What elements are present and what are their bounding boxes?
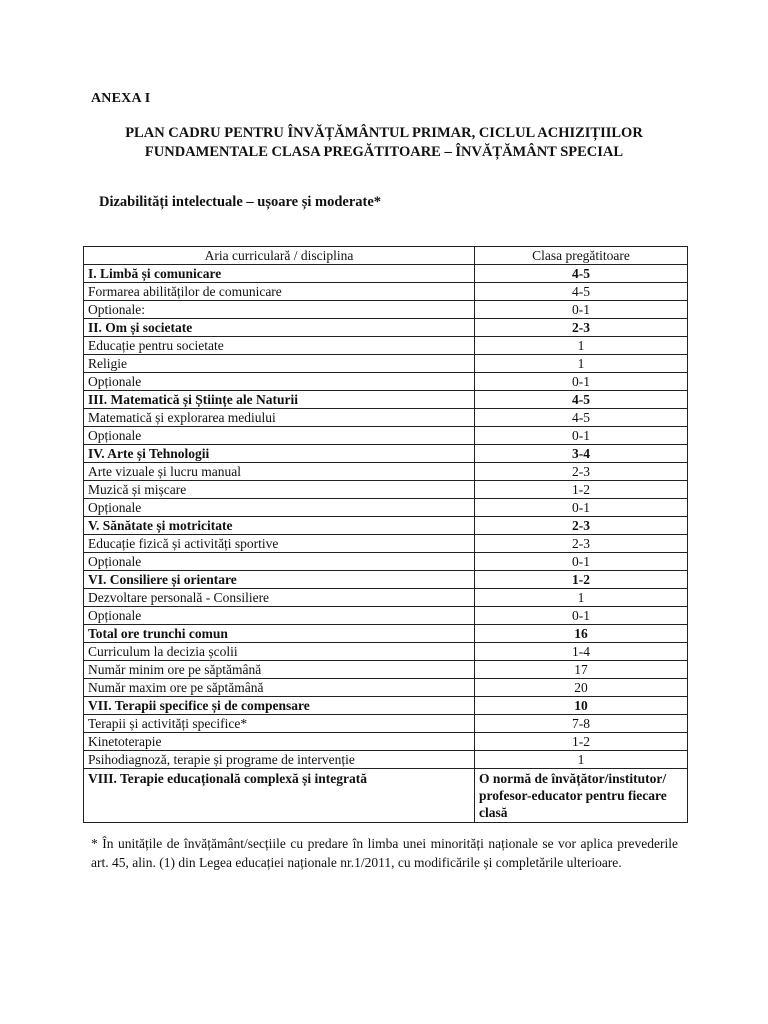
row-value: 10 [475, 697, 688, 715]
row-label: IV. Arte și Tehnologii [84, 445, 475, 463]
row-label: Terapii și activități specifice* [84, 715, 475, 733]
row-label: III. Matematică și Științe ale Naturii [84, 391, 475, 409]
row-value: 0-1 [475, 427, 688, 445]
table-row-area [84, 445, 688, 463]
row-label: Dezvoltare personală - Consiliere [84, 589, 475, 607]
row-label: VI. Consiliere și orientare [84, 571, 475, 589]
table-header-row [84, 247, 688, 265]
table-row-total [84, 625, 688, 643]
table-row [84, 409, 688, 427]
table-row-area [84, 391, 688, 409]
table-row-area [84, 769, 688, 823]
table-row [84, 733, 688, 751]
row-value: 16 [475, 625, 688, 643]
table-row [84, 751, 688, 769]
row-value: 3-4 [475, 445, 688, 463]
table-row [84, 679, 688, 697]
row-value: 0-1 [475, 373, 688, 391]
row-label: Matematică și explorarea mediului [84, 409, 475, 427]
header-discipline: Aria curriculară / disciplina [84, 247, 475, 265]
row-value: 1-4 [475, 643, 688, 661]
row-label: Număr minim ore pe săptămână [84, 661, 475, 679]
row-value: 0-1 [475, 499, 688, 517]
row-label: Opționale [84, 427, 475, 445]
row-value: 0-1 [475, 553, 688, 571]
row-value: 4-5 [475, 265, 688, 283]
row-value: 1 [475, 589, 688, 607]
table-row [84, 283, 688, 301]
table-row-area [84, 697, 688, 715]
row-value: 2-3 [475, 517, 688, 535]
row-label: V. Sănătate și motricitate [84, 517, 475, 535]
row-label: Opționale [84, 553, 475, 571]
row-label: Kinetoterapie [84, 733, 475, 751]
table-row-area [84, 265, 688, 283]
row-label: Opționale [84, 607, 475, 625]
row-value: 0-1 [475, 301, 688, 319]
row-label: Număr maxim ore pe săptămână [84, 679, 475, 697]
page-title [84, 124, 684, 162]
table-row [84, 301, 688, 319]
row-value: 17 [475, 661, 688, 679]
row-value: 2-3 [475, 463, 688, 481]
row-value: 20 [475, 679, 688, 697]
section-subtitle: Dizabilități intelectuale – ușoare și moderate* [99, 194, 382, 210]
row-value: 2-3 [475, 535, 688, 553]
table-row-area [84, 571, 688, 589]
row-label: Optionale: [84, 301, 475, 319]
row-value: 1 [475, 355, 688, 373]
title-line-2: FUNDAMENTALE CLASA PREGĂTITOARE – ÎNVĂȚĂMÂNT SPECIAL [144, 144, 624, 160]
table-row [84, 355, 688, 373]
footnote: * În unitățile de învățământ/secțiile cu predare în limba unei minorități naționale se vor aplica prevederile art. 45, alin. (1) din Legea educației naționale nr.1/2011, cu modificările și completările ulterioare. [91, 836, 678, 870]
row-value: 1-2 [475, 733, 688, 751]
row-label: Arte vizuale și lucru manual [84, 463, 475, 481]
row-value: 1 [475, 751, 688, 769]
table-row [84, 337, 688, 355]
row-label: Opționale [84, 373, 475, 391]
table-row [84, 553, 688, 571]
row-value: 4-5 [475, 391, 688, 409]
row-value: 2-3 [475, 319, 688, 337]
row-value: 1 [475, 337, 688, 355]
row-label: Educație fizică și activități sportive [84, 535, 475, 553]
row-value: 1-2 [475, 481, 688, 499]
table-row [84, 607, 688, 625]
row-value: O normă de învățător/institutor/ profesor-educator pentru fiecare clasă [475, 769, 688, 823]
curriculum-table [83, 246, 688, 823]
row-value: 4-5 [475, 409, 688, 427]
table-row [84, 373, 688, 391]
header-class: Clasa pregătitoare [475, 247, 688, 265]
row-label: Curriculum la decizia școlii [84, 643, 475, 661]
table-row [84, 643, 688, 661]
table-row [84, 463, 688, 481]
row-label: II. Om și societate [84, 319, 475, 337]
row-label: Muzică și mișcare [84, 481, 475, 499]
row-label: VIII. Terapie educațională complexă și integrată [84, 769, 475, 823]
row-value: 0-1 [475, 607, 688, 625]
row-label: Formarea abilităților de comunicare [84, 283, 475, 301]
table-row-area [84, 319, 688, 337]
row-label: I. Limbă și comunicare [84, 265, 475, 283]
table-row-area [84, 517, 688, 535]
table-row [84, 427, 688, 445]
table-row [84, 481, 688, 499]
row-label: Opționale [84, 499, 475, 517]
table-row [84, 589, 688, 607]
row-value: 7-8 [475, 715, 688, 733]
row-label: Educație pentru societate [84, 337, 475, 355]
row-label: VII. Terapii specifice și de compensare [84, 697, 475, 715]
annex-label: ANEXA I [91, 91, 151, 106]
title-line-1: PLAN CADRU PENTRU ÎNVĂȚĂMÂNTUL PRIMAR, CICLUL ACHIZIȚIILOR [125, 125, 643, 141]
table-row [84, 715, 688, 733]
row-value: 1-2 [475, 571, 688, 589]
row-value: 4-5 [475, 283, 688, 301]
table-row [84, 499, 688, 517]
row-label: Psihodiagnoză, terapie și programe de intervenție [84, 751, 475, 769]
row-label: Religie [84, 355, 475, 373]
table-row [84, 661, 688, 679]
table-row [84, 535, 688, 553]
row-label: Total ore trunchi comun [84, 625, 475, 643]
